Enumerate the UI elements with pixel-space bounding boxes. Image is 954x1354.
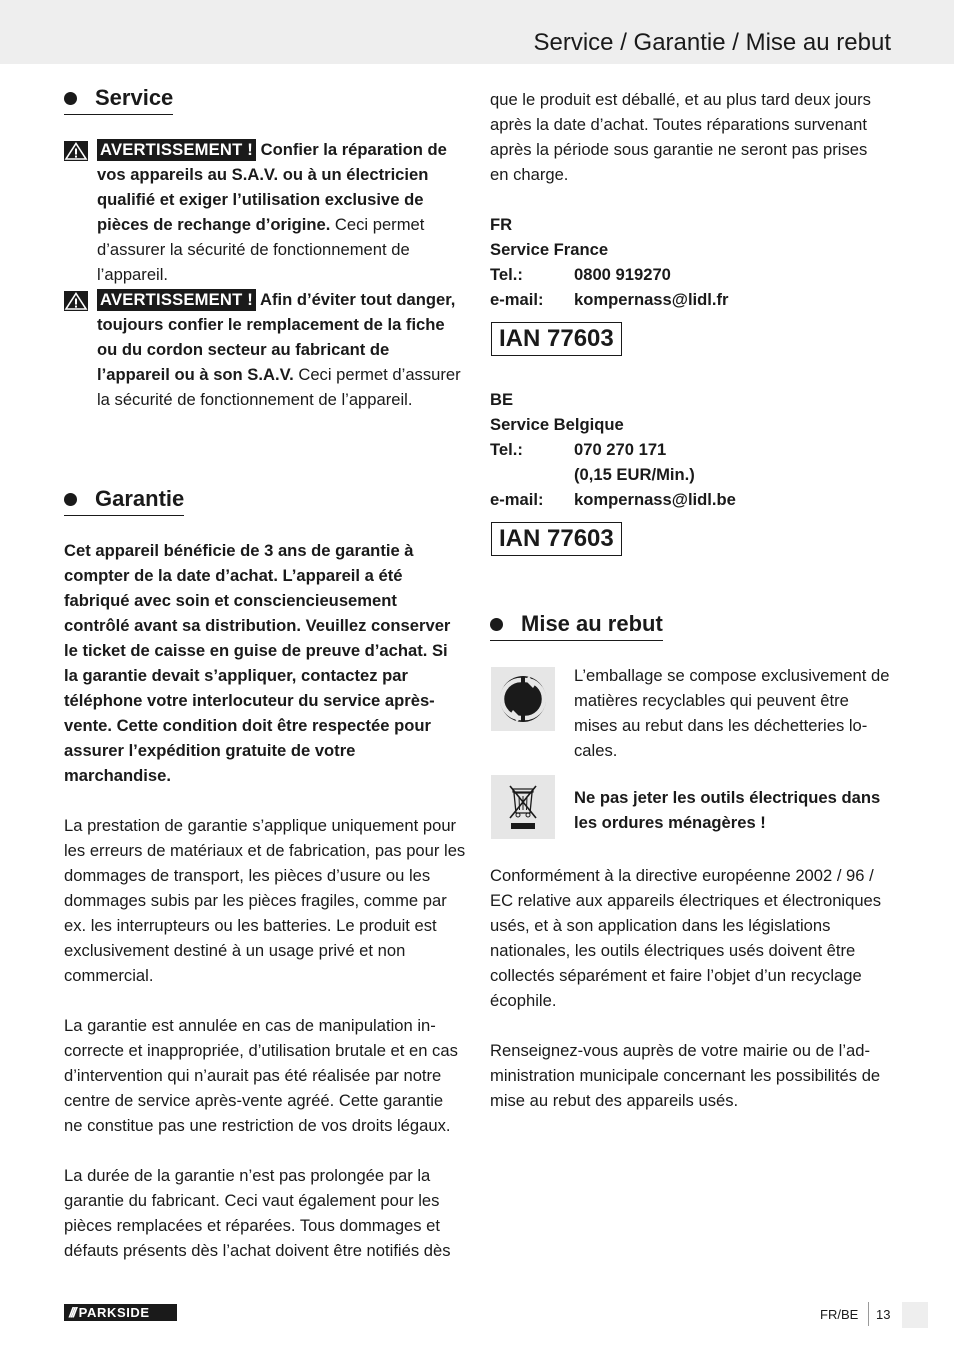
contact-tel-note-row [490,462,890,487]
crossed-out-wheelie-bin-icon [491,775,555,839]
ian-box-fr: IAN 77603 [491,322,622,356]
warning-normal-1: Ceci permet d’assurer la sécurité de fonctionnement de l’appareil. [97,215,425,284]
mise-au-rebut-heading-text: Mise au rebut [521,611,663,636]
contact-fr [490,212,890,312]
mise-au-rebut-heading [490,610,663,641]
contact-email-row [490,487,890,512]
email-label: e-mail: [490,490,544,509]
warning-block-2 [64,287,464,412]
footer-box [902,1302,928,1328]
contact-tel-row [490,262,890,287]
footer-divider [868,1302,869,1326]
contact-tel-row [490,437,890,462]
tel-note: (0,15 EUR/Min.) [574,465,695,484]
bullet-dot-icon [64,92,77,105]
directive-text: Conformément à la directive européenne 2002 / 96 / EC relative aux appareils électriques et électroniques usés, et à son application dans les législations nationales, les outils électriques usés doivent être collectés séparément et faire l’objet d’un recyclage écophile. [490,866,882,1010]
email-label: e-mail: [490,290,544,309]
no-household-waste-warning: Ne pas jeter les outils électriques dans les ordures ménagères ! [574,788,881,832]
parkside-logo [64,1304,177,1321]
page-header-title: Service / Garantie / Mise au rebut [533,29,891,56]
tel-label: Tel.: [490,265,523,284]
mairie-text: Renseignez-vous auprès de votre mairie ou de l’administration municipale concernant les possibilités de mise au rebut des appareils usés. [490,1041,881,1110]
garantie-paragraph-1: La prestation de garantie s’applique uniquement pour les erreurs de matériaux et de fabrication, pas pour les dommages de transport, les pièces d’usure ou les dommages subis par les pièces fragiles, comme par ex. les interrupteurs ou les batteries. Le produit est exclusivement destiné à un usage privé et non commercial. [64,816,466,985]
email-address: kompernass@lidl.fr [574,290,729,309]
warning-triangle-icon [64,291,88,311]
tel-number: 0800 919270 [574,265,671,284]
logo-brand-text: PARKSIDE [78,1305,150,1320]
contact-service-name: Service France [490,240,609,259]
contact-service-name: Service Belgique [490,415,624,434]
warning-text-2 [97,287,464,412]
garantie-heading [64,485,184,516]
warning-normal-2: Ceci permet d’assurer la sécurité de fonctionnement de l’appareil. [97,365,461,409]
packaging-text: L’emballage se compose exclusivement de matières recyclables qui peuvent être mises au rebut dans les déchetteries locales. [574,666,890,760]
tel-label: Tel.: [490,440,523,459]
avertissement-badge: AVERTISSEMENT ! [97,289,256,311]
avertissement-badge: AVERTISSEMENT ! [97,139,256,161]
ian-box-be: IAN 77603 [491,522,622,556]
service-heading [64,84,173,115]
garantie-intro: Cet appareil bénéficie de 3 ans de garantie à compter de la date d’achat. L’appareil a été fabriqué avec soin et consciencieusement contrôlé avant sa distribution. Veuillez conserver le ticket de caisse en guise de preuve d’achat. Si la garantie devait s’appliquer, contactez par téléphone votre interlocuteur du service après-vente. Cette condition doit être respectée pour assurer l’expédition gratuite de votre marchandise. [64,541,451,785]
garantie-heading-text: Garantie [95,486,185,511]
warning-triangle-icon [64,141,88,161]
warning-block-1 [64,137,464,287]
contact-be [490,387,890,512]
garantie-paragraph-3-continued: que le produit est déballé, et au plus tard deux jours après la date d’achat. Toutes réparations survenant après la période sous garantie ne seront pas prises en charge. [490,90,871,184]
contact-country: FR [490,215,513,234]
logo-slashes: /// [69,1304,75,1320]
warning-bold-1: Confier la réparation de vos appareils au S.A.V. ou à un électricien qualifié et exiger l’utilisation exclusive de pièces de rechange d’origine. [97,140,447,234]
contact-email-row [490,287,890,312]
bullet-dot-icon [64,493,77,506]
tel-number: 070 270 171 [574,440,667,459]
page-number: 13 [876,1307,891,1322]
green-dot-recycling-icon [491,667,555,731]
email-address: kompernass@lidl.be [574,490,736,509]
footer-language: FR/BE [820,1307,859,1322]
spacer [490,462,574,487]
warning-bold-2: Afin d’éviter tout danger, toujours confier le remplacement de la fiche ou du cordon secteur au fabricant de l’appareil ou à son S.A.V. [97,290,456,384]
bullet-dot-icon [490,618,503,631]
contact-country: BE [490,390,514,409]
warning-text-1 [97,137,464,287]
garantie-paragraph-3: La durée de la garantie n’est pas prolongée par la garantie du fabricant. Ceci vaut également pour les pièces remplacées et réparées. Tous dommages et défauts présents dès l’achat doivent être notifiés dès [64,1166,451,1260]
service-heading-text: Service [95,85,174,110]
garantie-paragraph-2: La garantie est annulée en cas de manipulation incorrecte et inappropriée, d’utilisation brutale et en cas d’intervention qui n’aurait pas été réalisée par notre centre de service après-vente agréé. Cette garantie ne constitue pas une restriction de vos droits légaux. [64,1016,458,1135]
